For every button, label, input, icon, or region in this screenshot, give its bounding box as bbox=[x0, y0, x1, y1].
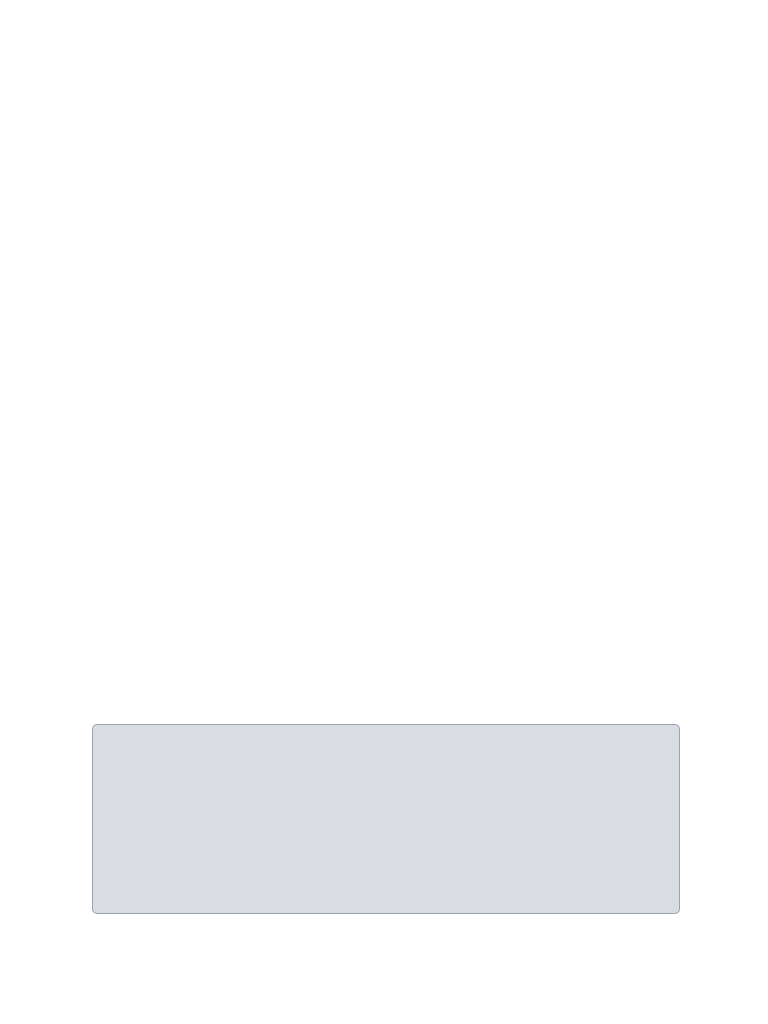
keyboard-diagram bbox=[92, 724, 680, 914]
